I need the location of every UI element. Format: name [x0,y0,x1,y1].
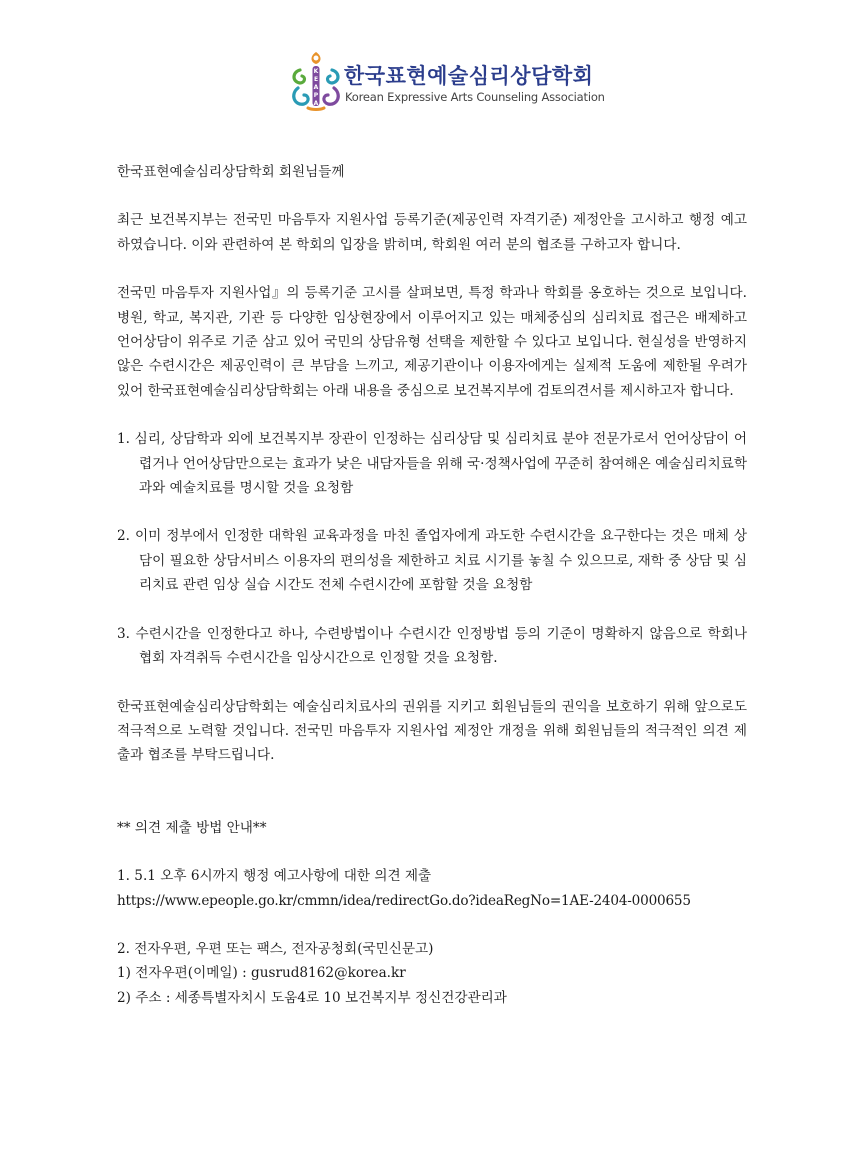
method-2-title: 2. 전자우편, 우편 또는 팩스, 전자공청회(국민신문고) [117,940,434,957]
keapa-swirl-logo-icon [288,48,344,112]
method-2-address: 2) 주소 : 세종특별자치시 도움4로 10 보건복지부 정신건강관리과 [117,989,507,1006]
analysis-paragraph: 전국민 마음투자 지원사업』의 등록기준 고시를 살펴보면, 특정 학과나 학회를 옹호하는 것으로 보입니다. 병원, 학교, 복지관, 기관 등 다양한 임상현장에서 이루어지고 있는 매체중심의 심리치료 접근은 배제하고 언어상담이 위주로 기준 삼고 있어 국민의 상담유형 선택을 제한할 수 있다고 보입니다. 현실성을 반영하지 않은 수련시간은 제공인력이 큰 부담을 느끼고, 제공기관이나 이용자에게는 실제적 도움에 제한될 우려가 있어 한국표현예술심리상담학회는 아래 내용을 중심으로 보건복지부에 검토의견서를 제시하고자 합니다. [117,285,747,399]
request-item-3: 3. 수련시간을 인정한다고 하나, 수련방법이나 수련시간 인정방법 등의 기준이 명확하지 않음으로 학회나 협회 자격취득 수련시간을 임상시간으로 인정할 것을 요청함. [117,625,747,667]
submission-guide-title: ** 의견 제출 방법 안내** [117,819,267,836]
closing-paragraph: 한국표현예술심리상담학회는 예술심리치료사의 권위를 지키고 회원님들의 권익을 보호하기 위해 앞으로도 적극적으로 노력할 것입니다. 전국민 마음투자 지원사업 제정안 개정을 위해 회원님들의 적극적인 의견 제출과 협조를 부탁드립니다. [117,698,747,764]
logo-letter: E [313,76,319,83]
logo-letter: A [313,84,319,91]
intro-paragraph: 최근 보건복지부는 전국민 마음투자 지원사업 등록기준(제공인력 자격기준) 제정안을 고시하고 행정 예고하였습니다. 이와 관련하여 본 학회의 입장을 밝히며, 학회원 여러 분의 협조를 구하고자 합니다. [117,212,747,253]
salutation: 한국표현예술심리상담학회 회원님들께 [117,164,345,180]
method-1-title: 1. 5.1 오후 6시까지 행정 예고사항에 대한 의견 제출 [117,868,432,885]
logo-letter: P [313,92,319,99]
epeople-link[interactable]: https://www.epeople.go.kr/cmmn/idea/redirectGo.do?ideaRegNo=1AE-2404-0000655 [117,892,691,909]
org-name-english: Korean Expressive Arts Counseling Association [345,90,605,104]
request-item-1: 1. 심리, 상담학과 외에 보건복지부 장관이 인정하는 심리상담 및 심리치료 분야 전문가로서 언어상담이 어렵거나 언어상담만으로는 효과가 낮은 내담자들을 위해 국·정책사업에 꾸준히 참여해온 예술심리치료학과와 예술치료를 명시할 것을 요청함 [117,431,747,497]
letterhead [288,48,605,118]
logo-letter: A [313,100,319,107]
logo-letter: K [313,68,319,75]
letter-body [117,160,747,1010]
request-item-2: 2. 이미 정부에서 인정한 대학원 교육과정을 마친 졸업자에게 과도한 수련시간을 요구한다는 것은 매체 상담이 필요한 상담서비스 이용자의 편의성을 제한하고 치료 시기를 놓칠 수 있으므로, 재학 중 상담 및 심리치료 관련 임상 실습 시간도 전체 수련시간에 포함할 것을 요청함 [117,528,747,594]
method-2-email: 1) 전자우편(이메일) : gusrud8162@korea.kr [117,965,406,982]
org-name-korean: 한국표현예술심리상담학회 [344,64,594,88]
